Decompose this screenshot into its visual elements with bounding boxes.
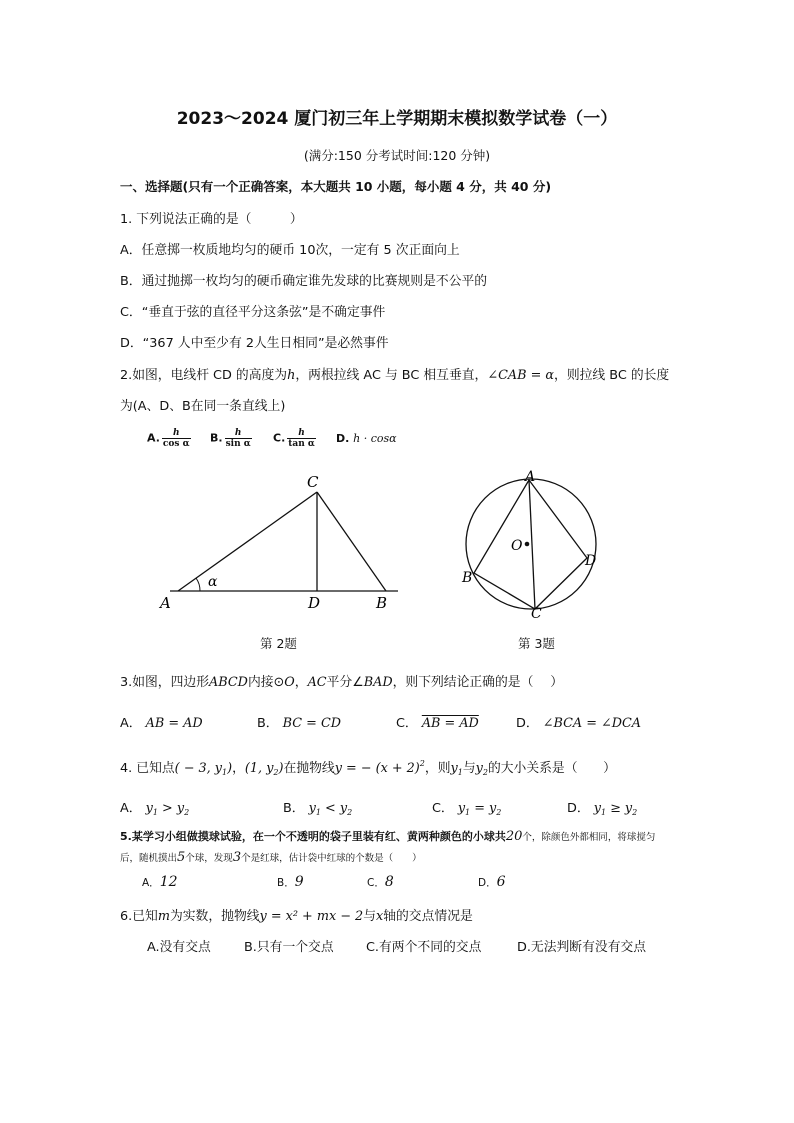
q6-option-b: B.只有一个交点 [244, 940, 334, 955]
q4-option-a-op: > y [157, 801, 185, 816]
q3-option-c-label: C． [396, 716, 418, 731]
q2-option-d [336, 432, 397, 445]
exam-info: (满分:150 分考试时间:120 分钟) [303, 148, 491, 163]
q4-option-d-op: ≥ y [606, 801, 633, 816]
q2-stem [120, 364, 669, 383]
q2-option-a-label: A. [147, 431, 160, 445]
q4-option-b-op: < y [320, 801, 348, 816]
q4-option-d-label: D． [567, 801, 590, 816]
q2-option-a-num: h [162, 428, 191, 439]
q4-option-b-y: y [308, 801, 316, 816]
q3-option-b-expr: BC = CD [282, 716, 341, 731]
q3-option-c-expr: AB = AD [421, 716, 479, 731]
label-c: C [531, 606, 542, 622]
q2-stem-a: 2.如图，电线杆 CD 的高度为 [120, 368, 288, 383]
q6-stem-c: 与 [363, 909, 376, 924]
q2-option-c-num: h [287, 428, 316, 439]
q2-option-b-den: sin α [225, 439, 251, 449]
q6-option-a: A.没有交点 [147, 940, 211, 955]
q2-option-c [273, 428, 318, 449]
q3-stem [120, 671, 563, 690]
q4-point2: (1, y [244, 761, 274, 776]
q3-ac: AC [307, 675, 327, 690]
q5-n3: 3 [232, 850, 242, 865]
label-b: B [376, 594, 388, 612]
section-heading: 一、选择题(只有一个正确答案，本大题共 10 小题，每小题 4 分，共 40 分) [120, 179, 552, 194]
q5-n2: 5 [177, 850, 186, 865]
q3-stem-a: 3.如图，四边形 [120, 675, 209, 690]
q4-option-c-s2: 2 [496, 808, 502, 817]
q5-stem [120, 828, 655, 844]
q4-point2-sub: 2 [273, 768, 279, 777]
q5-stem2-c: 个是红球，估计袋中红球的个数是（ ） [241, 853, 422, 864]
q4-option-c-y: y [457, 801, 466, 816]
center-dot [525, 542, 530, 547]
q1-option-d: D．“367 人中至少有 2人生日相同”是必然事件 [120, 336, 389, 351]
q4-option-c-label: C． [432, 801, 454, 816]
q4-point1: ( − 3, y [174, 761, 223, 776]
q3-stem-b: 内接 [247, 675, 274, 690]
q6-m: m [157, 909, 170, 924]
q4-option-c [432, 797, 501, 817]
q3-option-d-label: D． [516, 716, 539, 731]
q3-option-c [396, 712, 479, 731]
q2-option-d-expr: h · cosα [353, 432, 397, 445]
q4-option-c-op: = y [470, 801, 497, 816]
q1-stem: 1. 下列说法正确的是（ ） [120, 212, 303, 227]
q3-quad: ABCD [209, 675, 248, 690]
q4-option-d-s1: 1 [600, 808, 607, 817]
q2-figure-caption: 第 2题 [260, 636, 297, 651]
q3-stem-c: ， [294, 675, 308, 690]
q3-option-a-label: A． [120, 716, 142, 731]
q2-option-c-label: C. [273, 431, 286, 445]
q4-stem-a: 4. 已知点 [120, 761, 175, 776]
q2-h: h [287, 368, 296, 383]
q5-stem2-a: 后，随机摸出 [120, 853, 178, 864]
q4-stem-b: 在抛物线 [283, 761, 335, 776]
q3-option-a [120, 712, 203, 731]
q3-bad: BAD [363, 675, 393, 690]
line-bc [317, 492, 386, 591]
q3-option-b-label: B． [257, 716, 279, 731]
q4-with: 与 [462, 761, 476, 776]
label-alpha: α [208, 574, 218, 590]
q4-option-a-y: y [145, 801, 153, 816]
q3-figure-caption: 第 3题 [518, 636, 555, 651]
label-a: A [525, 469, 536, 485]
q5-stem-a: 5.某学习小组做摸球试验，在一个不透明的袋子里装有红、黄两种颜色的小球共 [120, 830, 506, 843]
q3-circle-symbol: ⊙ [273, 675, 285, 690]
q2-option-d-label: D. [336, 432, 350, 445]
q5-option-a-label: A． [142, 877, 160, 889]
q1-option-b: B．通过抛掷一枚均匀的硬币确定谁先发球的比赛规则是不公平的 [120, 274, 488, 289]
q4-parabola-exp: 2 [419, 759, 425, 768]
q4-y1-sub: 1 [457, 768, 463, 777]
angle-arc [196, 578, 200, 591]
q6-x: x [375, 909, 384, 924]
page-title: 2023～2024 厦门初三年上学期期末模拟数学试卷（一） [176, 109, 618, 129]
q4-y2: y [475, 761, 483, 776]
q4-option-b [283, 797, 352, 817]
q4-option-b-s1: 1 [315, 808, 321, 817]
q5-option-b-value: 9 [294, 874, 304, 890]
q2-option-a-fraction [162, 428, 191, 449]
q2-option-b [210, 428, 254, 449]
q1-option-a: A．任意掷一枚质地均匀的硬币 10次，一定有 5 次正面向上 [120, 243, 460, 258]
q2-angle: ∠CAB = α [487, 368, 555, 383]
q3-option-d [516, 712, 641, 731]
q2-option-c-fraction [287, 428, 316, 449]
q4-point1-end: ) [227, 761, 233, 776]
q4-separator: ， [232, 761, 245, 776]
q6-stem-a: 6.已知 [120, 909, 158, 924]
q3-circle-figure [455, 465, 615, 625]
q2-option-a [147, 428, 193, 449]
q5-stem-b: 个，除颜色外都相同，将球搅匀 [522, 832, 656, 843]
q4-option-a-s2: 2 [184, 808, 190, 817]
label-c: C [307, 473, 319, 491]
q5-n1: 20 [505, 829, 523, 844]
q5-stem-2 [120, 850, 422, 865]
q5-option-b [277, 874, 304, 890]
q4-option-a-s1: 1 [152, 808, 158, 817]
q2-option-a-den: cos α [162, 439, 190, 449]
q4-option-c-s1: 1 [465, 808, 471, 817]
q2-stem2: 为(A、D、B在同一条直线上) [120, 399, 286, 414]
q3-option-a-expr: AB = AD [145, 716, 203, 731]
q6-stem-b: 为实数，抛物线 [169, 909, 260, 924]
q4-option-d [567, 797, 637, 817]
q5-option-d-value: 6 [496, 874, 506, 890]
q2-option-c-den: tan α [288, 439, 315, 449]
q2-option-b-label: B. [210, 431, 223, 445]
q2-stem-c: ，则拉线 BC 的长度 [554, 368, 670, 383]
q4-parabola: y = − (x + 2) [334, 761, 420, 776]
q5-option-c-value: 8 [384, 874, 394, 890]
q4-point1-sub: 1 [222, 768, 228, 777]
q2-stem-b: ，两根拉线 AC 与 BC 相互垂直， [295, 368, 488, 383]
label-b: B [462, 570, 473, 586]
diagonal-ac [529, 480, 535, 609]
q4-stem [120, 757, 616, 777]
q3-stem-d: 平分∠ [326, 675, 364, 690]
q3-option-d-expr: ∠BCA = ∠DCA [542, 716, 642, 731]
label-d: D [585, 553, 597, 569]
q5-option-d-label: D． [478, 877, 497, 889]
q4-stem-c: ，则 [424, 761, 451, 776]
q5-option-b-label: B． [277, 877, 295, 889]
q4-option-a [120, 797, 189, 817]
q2-option-b-fraction [225, 428, 252, 449]
q4-option-d-y: y [593, 801, 601, 816]
line-ac [178, 492, 317, 591]
q6-stem-d: 轴的交点情况是 [383, 909, 473, 924]
q5-stem2-b: 个球，发现 [185, 853, 233, 864]
q4-stem-d: 的大小关系是（ ） [487, 761, 616, 776]
q5-option-d [478, 874, 506, 890]
label-o: O [511, 538, 523, 554]
q3-o: O [284, 675, 295, 690]
q5-option-c-label: C． [367, 877, 385, 889]
q4-option-d-s2: 2 [632, 808, 638, 817]
q3-stem-e: ，则下列结论正确的是（ ） [392, 675, 564, 690]
q5-option-c [367, 874, 394, 890]
q4-y2-sub: 2 [482, 768, 488, 777]
q3-option-b [257, 712, 341, 731]
label-d: D [308, 594, 321, 612]
q2-option-b-num: h [225, 428, 252, 439]
q6-expression: y = x² + mx − 2 [259, 909, 364, 924]
q6-option-d: D.无法判断有没有交点 [517, 940, 647, 955]
q1-option-c: C．“垂直于弦的直径平分这条弦”是不确定事件 [120, 305, 386, 320]
label-a: A [160, 594, 171, 612]
q4-point2-end: ) [278, 761, 284, 776]
q4-option-a-label: A． [120, 801, 142, 816]
q4-y1: y [450, 761, 458, 776]
q4-option-b-label: B． [283, 801, 305, 816]
q4-option-b-s2: 2 [347, 808, 353, 817]
q6-option-c: C.有两个不同的交点 [366, 940, 482, 955]
q5-option-a-value: 12 [159, 874, 178, 890]
q2-triangle-figure [150, 465, 420, 615]
q6-stem [120, 905, 473, 924]
q5-option-a [142, 874, 178, 890]
